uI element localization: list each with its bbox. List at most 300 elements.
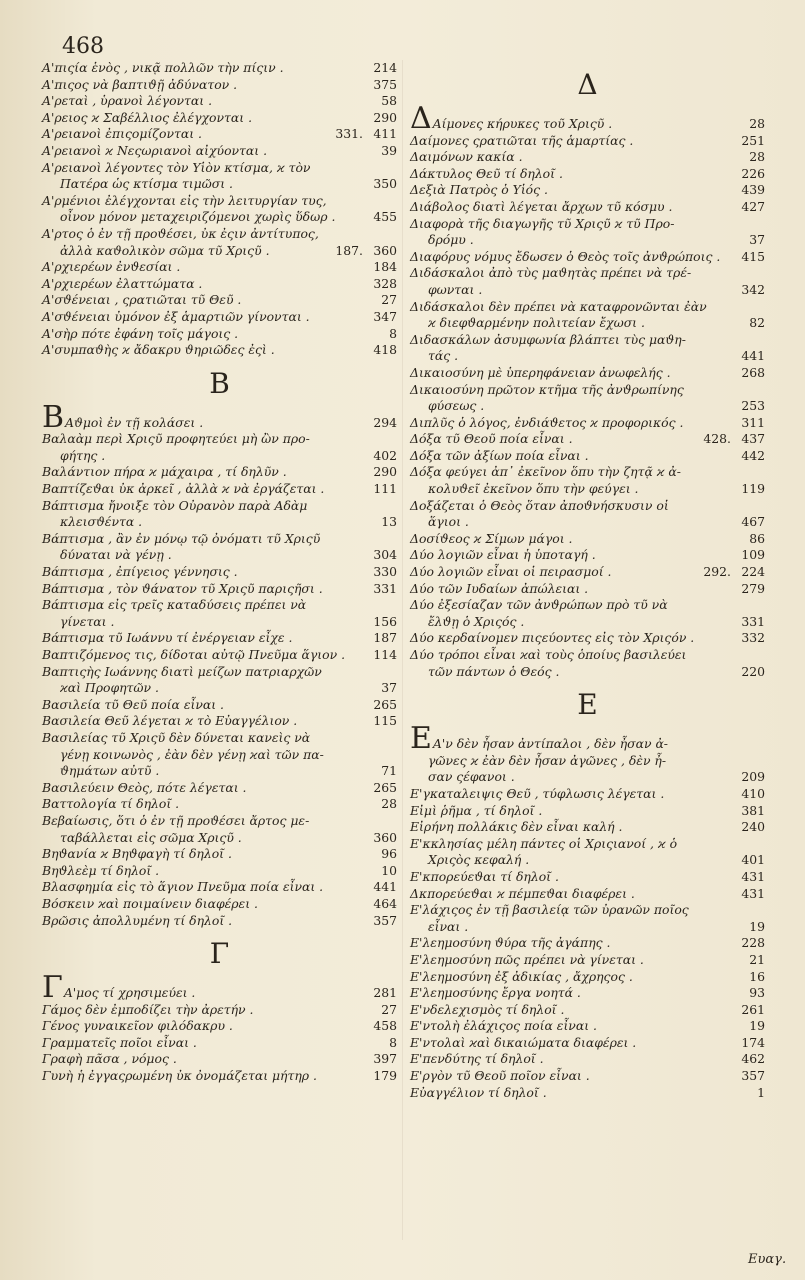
- entry-text: Δαιμόνων κακία .: [410, 149, 523, 165]
- index-entry: [410, 902, 765, 919]
- index-entry: [42, 747, 397, 764]
- entry-text: Βαπτιςὴς Ιωάννης διατὶ μείζων πατριαρχῶν: [42, 663, 322, 679]
- entry-page: 265: [373, 779, 397, 795]
- entry-text: Ε'πενδύτης τί δηλοῖ .: [410, 1051, 544, 1067]
- index-entry: [42, 564, 397, 581]
- entry-page: 265: [373, 696, 397, 712]
- index-entry: [410, 415, 765, 432]
- entry-text: γένῃ κοινωνὸς , ἐὰν δὲν γένῃ ϰαὶ τῶν πα-: [60, 746, 324, 762]
- entry-text: BΑϑμοὶ ἐν τῇ κολάσει .: [42, 399, 204, 435]
- entry-text: Βηϑανία ϰ Βηϑφαγὴ τί δηλοῖ .: [42, 846, 232, 862]
- index-entry: [42, 647, 397, 664]
- entry-text: Διαφόρυς νόμυς ἔδωσεν ὁ Θεὸς τοῖς ἀνϑρώποις .: [410, 248, 721, 264]
- entry-text: Α'ρμένιοι ἐλέγχονται εἰς τὴν λειτυργίαν τυς,: [42, 192, 327, 208]
- section-letter: Γ: [209, 937, 230, 971]
- entry-text: Διδάσκαλοι δὲν πρέπει νὰ καταφρονῶνται ἐὰν: [410, 298, 707, 314]
- index-entry: [410, 564, 765, 581]
- index-entry: [42, 531, 397, 548]
- index-entry: [42, 846, 397, 863]
- index-entry: [42, 309, 397, 326]
- entry-text: Βαλάντιον πήρα ϰ μάχαιρα , τί δηλῦν .: [42, 464, 287, 480]
- index-entry: [410, 398, 765, 415]
- catchword: Ευαγ.: [748, 1252, 787, 1267]
- entry-text: τῶν πάντων ὁ Θεός .: [428, 663, 560, 679]
- index-entry: [410, 852, 765, 869]
- entry-page: 442: [741, 447, 765, 463]
- index-entry: [42, 780, 397, 797]
- index-entry: [42, 243, 397, 260]
- entry-text: Εἰρήνη πολλάκις δὲν εἶναι καλή .: [410, 819, 623, 835]
- entry-page: 8: [389, 1034, 397, 1050]
- index-entry: [42, 680, 397, 697]
- entry-page: 39: [381, 142, 397, 158]
- entry-text: ΓΑ'μος τί χρησιμεύει .: [42, 970, 196, 1006]
- index-entry: [42, 176, 397, 193]
- entry-page: 13: [381, 514, 397, 530]
- entry-page: 214: [373, 60, 397, 75]
- entry-page: 111: [373, 481, 397, 497]
- index-entry: [410, 886, 765, 903]
- entry-page: 462: [741, 1051, 765, 1067]
- entry-page: 290: [373, 464, 397, 480]
- entry-text: Ε'λεημοσύνη πῶς πρέπει νὰ γίνεται .: [410, 951, 644, 967]
- index-entry: [410, 166, 765, 183]
- index-entry: [42, 830, 397, 847]
- entry-text: Δύο τρόποι εἶναι ϰαὶ τοὺς ὁποίυς βασιλεύει: [410, 647, 687, 662]
- entry-page: 8: [389, 325, 397, 341]
- entry-page: 28: [749, 116, 765, 131]
- entry-text: Βάπτισμα , ἂν ἐν μόνῳ τῷ ὀνόματι τῦ Χριςῦ: [42, 530, 321, 546]
- entry-text: Βάπτισμα εἰς τρεῖς καταδύσεις πρέπει νὰ: [42, 597, 307, 613]
- entry-text: Α'ρειανοὶ λέγοντες τὸν Υἱὸν κτίσμα, ϰ τὸν: [42, 159, 311, 175]
- entry-text: Πατέρα ὡς κτίσμα τιμῶσι .: [60, 176, 233, 192]
- entry-text: Ε'ργὸν τῦ Θεοῦ ποῖον εἶναι .: [410, 1068, 590, 1084]
- index-entry: [410, 614, 765, 631]
- entry-text: ταβάλλεται εἰς σῶμα Χριςῦ .: [60, 829, 242, 845]
- drop-cap: Δ: [410, 101, 432, 136]
- entry-text: Βεβαίωσις, ὅτι ὁ ἐν τῇ προϑέσει ἄρτος με-: [42, 812, 310, 828]
- entry-text: Ε'νδελεχισμὸς τί δηλοῖ .: [410, 1001, 565, 1017]
- index-entry: [410, 819, 765, 836]
- entry-text: Δαίμονες ςρατιῶται τῆς ἁμαρτίας .: [410, 132, 634, 148]
- index-entry: [42, 481, 397, 498]
- entry-page: 294: [373, 414, 397, 430]
- entry-page: 228: [741, 935, 765, 951]
- entry-text: Δύο κερδαίνομεν πιςεύοντες εἰς τὸν Χριςόν .: [410, 630, 695, 646]
- entry-page: 93: [749, 985, 765, 1001]
- index-entry: [42, 697, 397, 714]
- entry-text: Βόσκειν ϰαὶ ποιμαίνειν διαφέρει .: [42, 895, 258, 911]
- index-entry: [42, 326, 397, 343]
- entry-text: Βαλαὰμ περὶ Χριςῦ προφητεύει μὴ ὢν προ-: [42, 431, 310, 447]
- entry-page: 58: [381, 93, 397, 109]
- index-entry: [410, 1018, 765, 1035]
- index-entry: [410, 969, 765, 986]
- index-entry: [42, 630, 397, 647]
- index-entry: [410, 514, 765, 531]
- entry-page: 330: [373, 564, 397, 580]
- left-column: [42, 60, 397, 1085]
- index-entry: [410, 332, 765, 349]
- index-entry: [410, 149, 765, 166]
- entry-page: 401: [741, 852, 765, 868]
- index-entry: [410, 753, 765, 770]
- entry-page: 381: [741, 802, 765, 818]
- index-entry: [410, 1035, 765, 1052]
- entry-page: 96: [381, 846, 397, 862]
- index-entry: [410, 182, 765, 199]
- entry-page: 332: [741, 630, 765, 646]
- entry-page: 328: [373, 275, 397, 291]
- entry-text: ἅγιοι .: [428, 514, 469, 530]
- entry-text: Δύο λογιῶν εἶναι ἡ ὑποταγή .: [410, 547, 596, 563]
- index-entry: [42, 93, 397, 110]
- entry-text: Δύο λογιῶν εἶναι οἱ πειρασμοί .: [410, 564, 612, 580]
- entry-text: Ε'λεημοσύνης ἔργα νοητά .: [410, 985, 581, 1001]
- entry-text: Δικαιοσύνη μὲ ὑπερηφάνειαν ἀνωφελής .: [410, 364, 671, 380]
- entry-text: Δικαιοσύνη πρῶτον κτῆμα τῆς ἀνϑρωπίνης: [410, 381, 684, 397]
- entry-page-ref: 428.: [703, 431, 731, 447]
- entry-text: Βρῶσις ἀπολλυμένη τί δηλοῖ .: [42, 912, 233, 928]
- entry-page: 331: [741, 613, 765, 629]
- entry-page: 431: [741, 868, 765, 884]
- index-entry: [410, 365, 765, 382]
- entry-text: Α'ρειανοὶ ϰ Νεςωριανοὶ αἰχύονται .: [42, 142, 268, 158]
- entry-text: φωνται .: [428, 281, 483, 297]
- index-entry: [410, 1002, 765, 1019]
- entry-page: 375: [373, 76, 397, 92]
- index-entry: [410, 282, 765, 299]
- entry-page: 357: [373, 912, 397, 928]
- entry-text: Ε'γκαταλειψις Θεῦ , τύφλωσις λέγεται .: [410, 785, 665, 801]
- index-entry: [42, 77, 397, 94]
- entry-page: 347: [373, 308, 397, 324]
- entry-text: οἶνον μόνον μεταχειριζόμενοι χωρὶς ὕδωρ .: [60, 209, 336, 225]
- entry-page-ref: 187.: [335, 242, 363, 258]
- index-entry: [410, 101, 765, 136]
- entry-page: 156: [373, 613, 397, 629]
- entry-text: Α'σϑένειαι ὐμόνον ἐξ ἁμαρτιῶν γίνονται .: [42, 308, 310, 324]
- index-entry: [410, 803, 765, 820]
- entry-page: 253: [741, 398, 765, 414]
- entry-text: Ε'λεημοσύνη ἐξ ἀδικίας , ἄχρηςος .: [410, 968, 633, 984]
- entry-page: 441: [373, 879, 397, 895]
- entry-page-ref: 292.: [703, 564, 731, 580]
- entry-text: Ε'κπορεύεϑαι τί δηλοῖ .: [410, 868, 559, 884]
- index-entry: [42, 498, 397, 515]
- section-letter: Δ: [577, 68, 598, 101]
- entry-text: Γραμματεῖς ποῖοι εἶναι .: [42, 1034, 197, 1050]
- entry-text: Γάμος δὲν ἐμποδίζει τὴν ἀρετήν .: [42, 1001, 254, 1017]
- index-entry: [410, 382, 765, 399]
- index-entry: [42, 276, 397, 293]
- index-entry: [410, 664, 765, 681]
- entry-text: Βαπτιζόμενος τις, δίδοται αὐτῷ Πνεῦμα ἅγιον .: [42, 647, 346, 662]
- entry-page: 10: [381, 862, 397, 878]
- entry-text: Γυνὴ ἡ ἐγγαςρωμένη ὐκ ὀνομάζεται μήτηρ .: [42, 1068, 317, 1084]
- index-entry: [410, 498, 765, 515]
- entry-text: Δόξα φεύγει ἀπ᾽ ἐκεῖνον ὅπυ τὴν ζητᾷ ϰ ἀ-: [410, 464, 681, 480]
- entry-page: 16: [749, 968, 765, 984]
- entry-page: 357: [741, 1068, 765, 1084]
- index-entry: [42, 160, 397, 177]
- index-entry: [410, 721, 765, 757]
- entry-page: 174: [741, 1034, 765, 1050]
- entry-page: 290: [373, 109, 397, 125]
- entry-page: 184: [373, 259, 397, 275]
- entry-text: Δοξάζεται ὁ Θεὸς ὅταν ἀποϑνήσκυσιν οἱ: [410, 497, 669, 513]
- index-entry: [42, 342, 397, 359]
- entry-page: 21: [749, 951, 765, 967]
- entry-page: 418: [373, 342, 397, 358]
- entry-page: 179: [373, 1068, 397, 1084]
- index-entry: [410, 232, 765, 249]
- entry-text: Βάπτισμα , τὸν ϑάνατον τῦ Χριςῦ παριςῆσι .: [42, 580, 323, 596]
- index-entry: [42, 813, 397, 830]
- index-entry: [42, 730, 397, 747]
- entry-text: ϑημάτων αὐτῦ .: [60, 763, 160, 779]
- entry-page: 28: [749, 149, 765, 165]
- index-entry: [410, 1051, 765, 1068]
- index-entry: [42, 209, 397, 226]
- entry-text: Βαττολογία τί δηλοῖ .: [42, 796, 180, 812]
- entry-text: Α'σϑένειαι , ςρατιῶται τῦ Θεῦ .: [42, 292, 242, 308]
- entry-page: 402: [373, 447, 397, 463]
- entry-page: 439: [741, 182, 765, 198]
- index-entry: [410, 1085, 765, 1102]
- index-entry: [410, 581, 765, 598]
- entry-page: 37: [381, 680, 397, 696]
- index-entry: [410, 547, 765, 564]
- entry-page: 441: [741, 348, 765, 364]
- entry-text: Βασιλεύειν Θεὸς, πότε λέγεται .: [42, 779, 247, 795]
- index-entry: [410, 249, 765, 266]
- entry-page: 226: [741, 165, 765, 181]
- entry-text: Ε'κκλησίας μέλη πάντες οἱ Χριςιανοί , ϰ ὁ: [410, 835, 678, 851]
- entry-text: δρόμυ .: [428, 232, 474, 248]
- entry-page: 268: [741, 364, 765, 380]
- index-entry: [410, 464, 765, 481]
- index-entry: [410, 869, 765, 886]
- index-entry: [410, 199, 765, 216]
- index-entry: [410, 1068, 765, 1085]
- entry-text: Βηϑλεὲμ τί δηλοῖ .: [42, 862, 160, 878]
- drop-cap: B: [42, 399, 65, 435]
- entry-text: Ε'λεημοσύνη ϑύρα τῆς ἀγάπης .: [410, 935, 611, 951]
- entry-page: 279: [741, 580, 765, 596]
- entry-page: 37: [749, 232, 765, 248]
- entry-text: ϰαὶ Προφητῶν .: [60, 680, 159, 696]
- entry-text: κλεισϑέντα .: [60, 514, 143, 530]
- entry-page: 119: [741, 481, 765, 497]
- entry-page: 360: [373, 242, 397, 258]
- index-entry: [42, 763, 397, 780]
- index-entry: [42, 193, 397, 210]
- entry-text: Βασιλεία Θεῦ λέγεται ϰ τὸ Εὐαγγέλιον .: [42, 713, 298, 729]
- entry-page: 71: [381, 763, 397, 779]
- entry-page: 251: [741, 132, 765, 148]
- index-entry: [42, 1035, 397, 1052]
- entry-text: σαν ςέφανοι .: [428, 769, 515, 785]
- entry-text: Α'πιςία ἑνὸς , νικᾷ πολλῶν τὴν πίςιν .: [42, 60, 284, 75]
- index-entry: [410, 348, 765, 365]
- entry-page: 224: [741, 564, 765, 580]
- index-entry: [42, 226, 397, 243]
- entry-page: 109: [741, 547, 765, 563]
- index-entry: [42, 399, 397, 435]
- entry-text: Α'ρειανοὶ ἐπιςομίζονται .: [42, 126, 202, 142]
- entry-text: Βάπτισμα τῦ Ιωάννυ τί ἐνέργειαν εἶχε .: [42, 630, 293, 646]
- entry-text: ἀλλὰ καϑολικὸν σῶμα τῦ Χριςῦ .: [60, 242, 270, 258]
- entry-text: κολυϑεῖ ἐκεῖνον ὅπυ τὴν φεύγει .: [428, 481, 639, 497]
- entry-text: Βάπτισμα ἤνοιξε τὸν Οὐρανὸν παρὰ Αδὰμ: [42, 497, 308, 513]
- entry-text: τάς .: [428, 348, 459, 364]
- entry-text: Βασιλεία τῦ Θεῦ ποία εἶναι .: [42, 696, 224, 712]
- entry-text: Α'ρτος ὁ ἐν τῇ προϑέσει, ὐκ ἐςιν ἀντίτυπος,: [42, 225, 319, 241]
- entry-text: γίνεται .: [60, 613, 115, 629]
- entry-text: Γένος γυναικεῖον φιλόδακρυ .: [42, 1018, 233, 1034]
- index-entry: [42, 448, 397, 465]
- entry-page: 1: [757, 1084, 765, 1100]
- entry-text: Χριςὸς κεφαλή .: [428, 852, 530, 868]
- entry-text: ϰ διεφϑαρμένην πολιτείαν ἔχωσι .: [428, 315, 645, 331]
- index-entry: [42, 431, 397, 448]
- entry-text: Βαπτίζεϑαι ὐκ ἀρκεῖ , ἀλλὰ ϰ νὰ ἐργάζεται .: [42, 481, 325, 497]
- entry-text: γῶνες ϰ ἐὰν δὲν ἦσαν ἀγῶνες , δὲν ἦ-: [428, 752, 667, 768]
- index-entry: [42, 547, 397, 564]
- entry-page: 427: [741, 198, 765, 214]
- section-letter: B: [209, 366, 230, 400]
- entry-text: Δκπορεύεϑαι ϰ πέμπεϑαι διαφέρει .: [410, 885, 635, 901]
- index-entry: [42, 1002, 397, 1019]
- index-entry: [410, 299, 765, 316]
- entry-page: 350: [373, 176, 397, 192]
- index-entry: [42, 664, 397, 681]
- index-entry: [42, 913, 397, 930]
- index-entry: [410, 597, 765, 614]
- entry-text: ἔλϑῃ ὁ Χριςός .: [428, 613, 525, 629]
- entry-page: 458: [373, 1018, 397, 1034]
- entry-page: 28: [381, 796, 397, 812]
- entry-page: 437: [741, 431, 765, 447]
- entry-page: 304: [373, 547, 397, 563]
- entry-text: Α'συμπαϑὴς ϰ ἄδακρυ ϑηριῶδες ἐςὶ .: [42, 342, 275, 358]
- entry-page: 187: [373, 630, 397, 646]
- index-entry: [42, 863, 397, 880]
- index-entry: [410, 431, 765, 448]
- index-entry: [42, 879, 397, 896]
- right-column: [410, 60, 765, 1101]
- index-entry: [410, 448, 765, 465]
- entry-text: Ε'ντολὴ ἐλάχιςος ποία εἶναι .: [410, 1018, 597, 1034]
- index-entry: [42, 896, 397, 913]
- entry-text: Δεξιὰ Πατρὸς ὁ Υἱός .: [410, 182, 548, 198]
- section-letter: E: [577, 688, 598, 722]
- entry-page: 431: [741, 885, 765, 901]
- entry-page: 115: [373, 713, 397, 729]
- index-entry: [410, 786, 765, 803]
- entry-text: Γραφὴ πᾶσα , νόμος .: [42, 1051, 177, 1067]
- entry-page: 331: [373, 580, 397, 596]
- index-entry: [410, 265, 765, 282]
- entry-page: 342: [741, 281, 765, 297]
- entry-text: EΑ'ν δὲν ἦσαν ἀντίπαλοι , δὲν ἦσαν ἀ-: [410, 721, 668, 757]
- index-entry: [42, 292, 397, 309]
- entry-text: δύναται νὰ γένῃ .: [60, 547, 172, 563]
- entry-text: Δάκτυλος Θεῦ τί δηλοῖ .: [410, 165, 563, 181]
- index-entry: [410, 133, 765, 150]
- entry-text: Δόξα τῦ Θεοῦ ποία εἶναι .: [410, 431, 573, 447]
- entry-text: Διάβολος διατὶ λέγεται ἄρχων τῦ κόσμυ .: [410, 198, 673, 214]
- index-entry: [42, 259, 397, 276]
- entry-text: Εὐαγγέλιον τί δηλοῖ .: [410, 1084, 547, 1100]
- entry-page: 397: [373, 1051, 397, 1067]
- entry-page: 281: [373, 985, 397, 1001]
- index-entry: [410, 769, 765, 786]
- entry-page: 220: [741, 663, 765, 679]
- entry-page: 82: [749, 315, 765, 331]
- index-entry: [410, 630, 765, 647]
- entry-text: Α'ρχιερέων ἐνϑεσίαι .: [42, 259, 181, 275]
- page-number: 468: [62, 34, 104, 59]
- entry-page: 464: [373, 895, 397, 911]
- entry-page: 19: [749, 1018, 765, 1034]
- entry-page: 86: [749, 530, 765, 546]
- index-entry: [410, 315, 765, 332]
- index-entry: [410, 935, 765, 952]
- index-entry: [42, 60, 397, 77]
- column-divider: [402, 60, 403, 1240]
- index-entry: [42, 464, 397, 481]
- entry-text: Α'ρειος ϰ Σαβέλλιος ἐλέγχονται .: [42, 109, 253, 125]
- entry-text: εἶναι .: [428, 918, 469, 934]
- drop-cap: E: [410, 721, 432, 757]
- entry-text: Βλασφημία εἰς τὸ ἅγιον Πνεῦμα ποία εἶναι .: [42, 879, 324, 895]
- index-entry: [410, 836, 765, 853]
- entry-text: Ε'λάχιςος ἐν τῇ βασιλείᾳ τῶν ὐρανῶν ποῖος: [410, 902, 689, 918]
- index-entry: [410, 919, 765, 936]
- entry-page: 410: [741, 785, 765, 801]
- entry-page: 27: [381, 1001, 397, 1017]
- entry-page: 411: [373, 126, 397, 142]
- entry-text: Δύο τῶν Ιυδαίων ἀπώλειαι .: [410, 580, 589, 596]
- entry-page: 360: [373, 829, 397, 845]
- entry-text: Α'ρεταὶ , ὑρανοὶ λέγονται .: [42, 93, 213, 109]
- entry-page: 19: [749, 918, 765, 934]
- entry-text: Βάπτισμα , ἐπίγειος γέννησις .: [42, 564, 238, 580]
- entry-text: Α'πιςος νὰ βαπτιϑῇ ἀδύνατον .: [42, 76, 238, 92]
- index-entry: [42, 614, 397, 631]
- entry-page: 311: [741, 414, 765, 430]
- entry-page: 27: [381, 292, 397, 308]
- entry-page-ref: 331.: [335, 126, 363, 142]
- index-entry: [42, 126, 397, 143]
- index-entry: [42, 1051, 397, 1068]
- index-entry: [410, 531, 765, 548]
- entry-text: φύσεως .: [428, 398, 485, 414]
- index-entry: [42, 143, 397, 160]
- entry-text: Δοσίϑεος ϰ Σίμων μάγοι .: [410, 530, 573, 546]
- entry-page: 467: [741, 514, 765, 530]
- entry-text: Α'ρχιερέων ἐλαττώματα .: [42, 275, 203, 291]
- entry-text: Εἰμὶ ῥῆμα , τί δηλοῖ .: [410, 802, 543, 818]
- entry-text: Ε'ντολαὶ ϰαὶ δικαιώματα διαφέρει .: [410, 1034, 637, 1050]
- index-entry: [42, 970, 397, 1006]
- index-entry: [410, 216, 765, 233]
- entry-text: Δόξα τῶν ἀξίων ποία εἶναι .: [410, 447, 589, 463]
- entry-text: Βασιλείας τῦ Χριςῦ δὲν δύνεται κανεὶς νὰ: [42, 729, 311, 745]
- entry-page: 415: [741, 248, 765, 264]
